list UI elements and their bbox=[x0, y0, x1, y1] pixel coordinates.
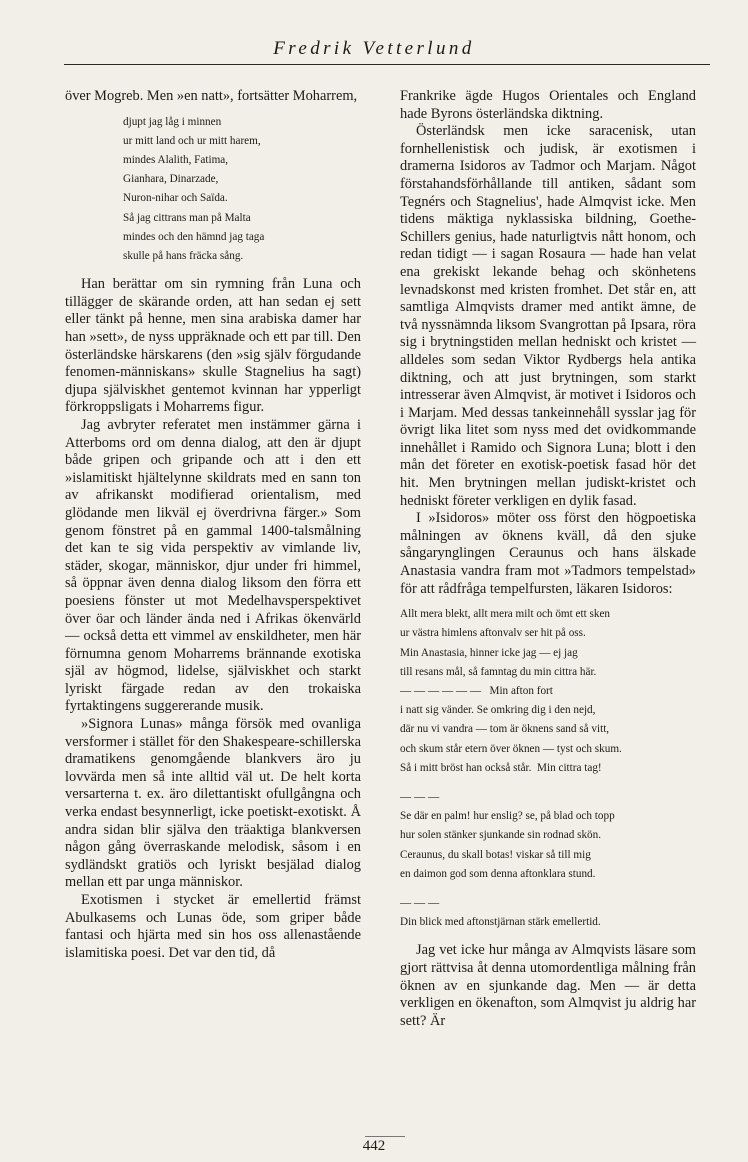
paragraph: I »Isidoros» möter oss först den högpoetiska målningen av öknens kväll, då den sjuke sångarynglingen Ceraunus och hans älskade Anastasia vandra fram mot »Tadmors tempelstad» för att rådfråga tempelfursten, läkaren Isidoros: bbox=[400, 510, 696, 597]
paragraph: Jag vet icke hur många av Almqvists läsare som gjort rättvisa åt denna utomordentliga målning från öknen av en sjunkande dag. Men — är detta verkligen en ökenafton, som Almqvist ju aldrig har sett? Är bbox=[400, 942, 696, 1029]
poem-line: till resans mål, så famntag du min cittra här. bbox=[400, 665, 597, 678]
poem-line: mindes och den hämnd jag taga bbox=[123, 230, 265, 243]
paragraph: Österländsk men icke saracenisk, utan fornhellenistisk och judisk, är exotismen i dramerna Isidoros av Tadmor och Marjam. Något förstahandsförhållande till antiken, sådant som Tegnérs och Stagnelius', hade Almqvist icke. Men tidens mäktiga nyklassiska bildning, Goethe-Schillers genius, hade naturligtvis nått honom, och redan tidigt — i sagan Rosaura — hade han velat ena grekiskt lekande behag och skönhetens levnadskonst med kristen fromhet. Det står en, att samtliga Almqvists dramer med antikt ämne, de två nyssnämnda liksom Svangrottan på Ipsara, röra sig i brytningstiden mellan hedniskt och kristet — alldeles som sedan Viktor Rydbergs hela antika diktning, och att just brytningen, som starkt intresserar även Almqvist, är motivet i Isidoros och i Marjam. Med dessas tankeinnehåll sysslar jag för övrigt lika litet som nyss med det ovidkommande innehållet i Ramido och Signora Luna; blott i den mån det företer en exotisk-poetisk fasad hör det hit. Men brytningen mellan judiskt-kristet och hedniskt företer verkligen en dylik fasad. bbox=[400, 123, 696, 509]
poem-line: Så jag cittrans man på Malta bbox=[123, 211, 251, 224]
poem-line: djupt jag låg i minnen bbox=[123, 115, 222, 128]
paragraph: Han berättar om sin rymning från Luna och tillägger de skärande orden, att han sedan ej sett eller tänkt på henne, men sina arabiska damer har han »sett», de nyss uppräknade och ett par till. Den österländske härskarens (den »sig själv förgudande fenomen-människans» skulle Stagnelius ha sagt) djupa själviskhet gentemot kvinnan har ypperligt förkroppsligats i Moharrems figur. bbox=[65, 276, 361, 416]
poem-dashes: — — — bbox=[400, 791, 440, 804]
poem-line: ur mitt land och ur mitt harem, bbox=[123, 134, 261, 147]
poem-line: Se där en palm! hur enslig? se, på blad och topp bbox=[400, 810, 615, 823]
paragraph: Exotismen i stycket är emellertid främst Abulkasems och Lunas öde, som griper både fantasi och hjärta med sin hos oss allenastående islamitiska poesi. Det var den tid, då bbox=[65, 892, 361, 961]
poem-line: Ceraunus, du skall botas! viskar så till mig bbox=[400, 848, 591, 861]
paragraph: Jag avbryter referatet men instämmer gärna i Atterboms ord om denna dialog, att den är djupt både gripen och gripande och att i den ett »islamitiskt hjältelynne skildrats med en sann ton av afrikanskt modifierad orientalism, med glödande men likväl ej överdrivna färger.» Som genom fönstret på en gammal 1400-talsmålning det kan te sig vida perspektiv av vimlande liv, städer, skogar, människor, djur under fri himmel, så öppnar även denna dialog liksom den förra ett poesiens fönster ut mot Medelhavsperspektivet över öar och länder ända ned i Afrikas ökenvärld — också detta ett vimmel av enskildheter, men här förnumna genom Moharrems brännande exotiska själ av högmod, lidelse, själviskhet och starkt lyriskt färgade redan av den trokaiska fyrtaktingens suggererande musik. bbox=[65, 416, 361, 715]
poem-line: i natt sig vänder. Se omkring dig i den nejd, bbox=[400, 704, 596, 717]
paragraph: »Signora Lunas» många försök med ovanliga versformer i stället för den Shakespeare-schillerska dramatikens genomgående blankvers äro ju lovvärda men så inte alltid väl ut. De helt korta versarterna t. ex. äro dilettantiskt ofullgångna och verka endast besynnerligt, icke poetiskt-exotiskt. Å andra sidan blir själva den träaktiga blankversen någon gång överraskande melodisk, såsom i en sydländskt gratiös och lyriskt besjälad dialog mellan ett par unga människor. bbox=[65, 716, 361, 891]
poem-line: skulle på hans fräcka sång. bbox=[123, 250, 244, 263]
poem-line: Så i mitt bröst han också står. Min cittra tag! bbox=[400, 761, 602, 774]
header-rule bbox=[64, 64, 710, 65]
poem-moharrem bbox=[123, 113, 361, 267]
poem-line: hur solen stänker sjunkande sin rodnad skön. bbox=[400, 829, 602, 842]
poem-dashes: — — — bbox=[400, 897, 440, 910]
running-header: Fredrik Vetterlund bbox=[273, 38, 475, 59]
poem-line: där nu vi vandra — tom är öknens sand så vitt, bbox=[400, 723, 610, 736]
page-number: 442 bbox=[362, 1138, 386, 1154]
paragraph: över Mogreb. Men »en natt», fortsätter Moharrem, bbox=[65, 88, 358, 104]
poem-line: och skum står etern över öknen — tyst och skum. bbox=[400, 742, 622, 755]
poem-line: Allt mera blekt, allt mera milt och ömt ett sken bbox=[400, 608, 611, 621]
poem-line: — — — — — — Min afton fort bbox=[400, 685, 553, 698]
left-column bbox=[65, 88, 361, 962]
poem-line: Nuron-nihar och Saïda. bbox=[123, 192, 228, 205]
poem-isidoros bbox=[400, 605, 696, 932]
right-column bbox=[400, 88, 696, 1030]
poem-line: mindes Alalith, Fatima, bbox=[123, 154, 229, 166]
poem-line: Din blick med aftonstjärnan stärk emellertid. bbox=[400, 916, 601, 929]
poem-line: ur västra himlens aftonvalv ser hit på oss. bbox=[400, 627, 586, 640]
paragraph: Frankrike ägde Hugos Orientales och England hade Byrons österländska diktning. bbox=[400, 88, 696, 122]
poem-line: en daimon god som denna aftonklara stund. bbox=[400, 867, 596, 880]
footer-rule bbox=[365, 1136, 405, 1137]
poem-line: Gianhara, Dinarzade, bbox=[123, 173, 219, 186]
poem-line: Min Anastasia, hinner icke jag — ej jag bbox=[400, 646, 578, 659]
